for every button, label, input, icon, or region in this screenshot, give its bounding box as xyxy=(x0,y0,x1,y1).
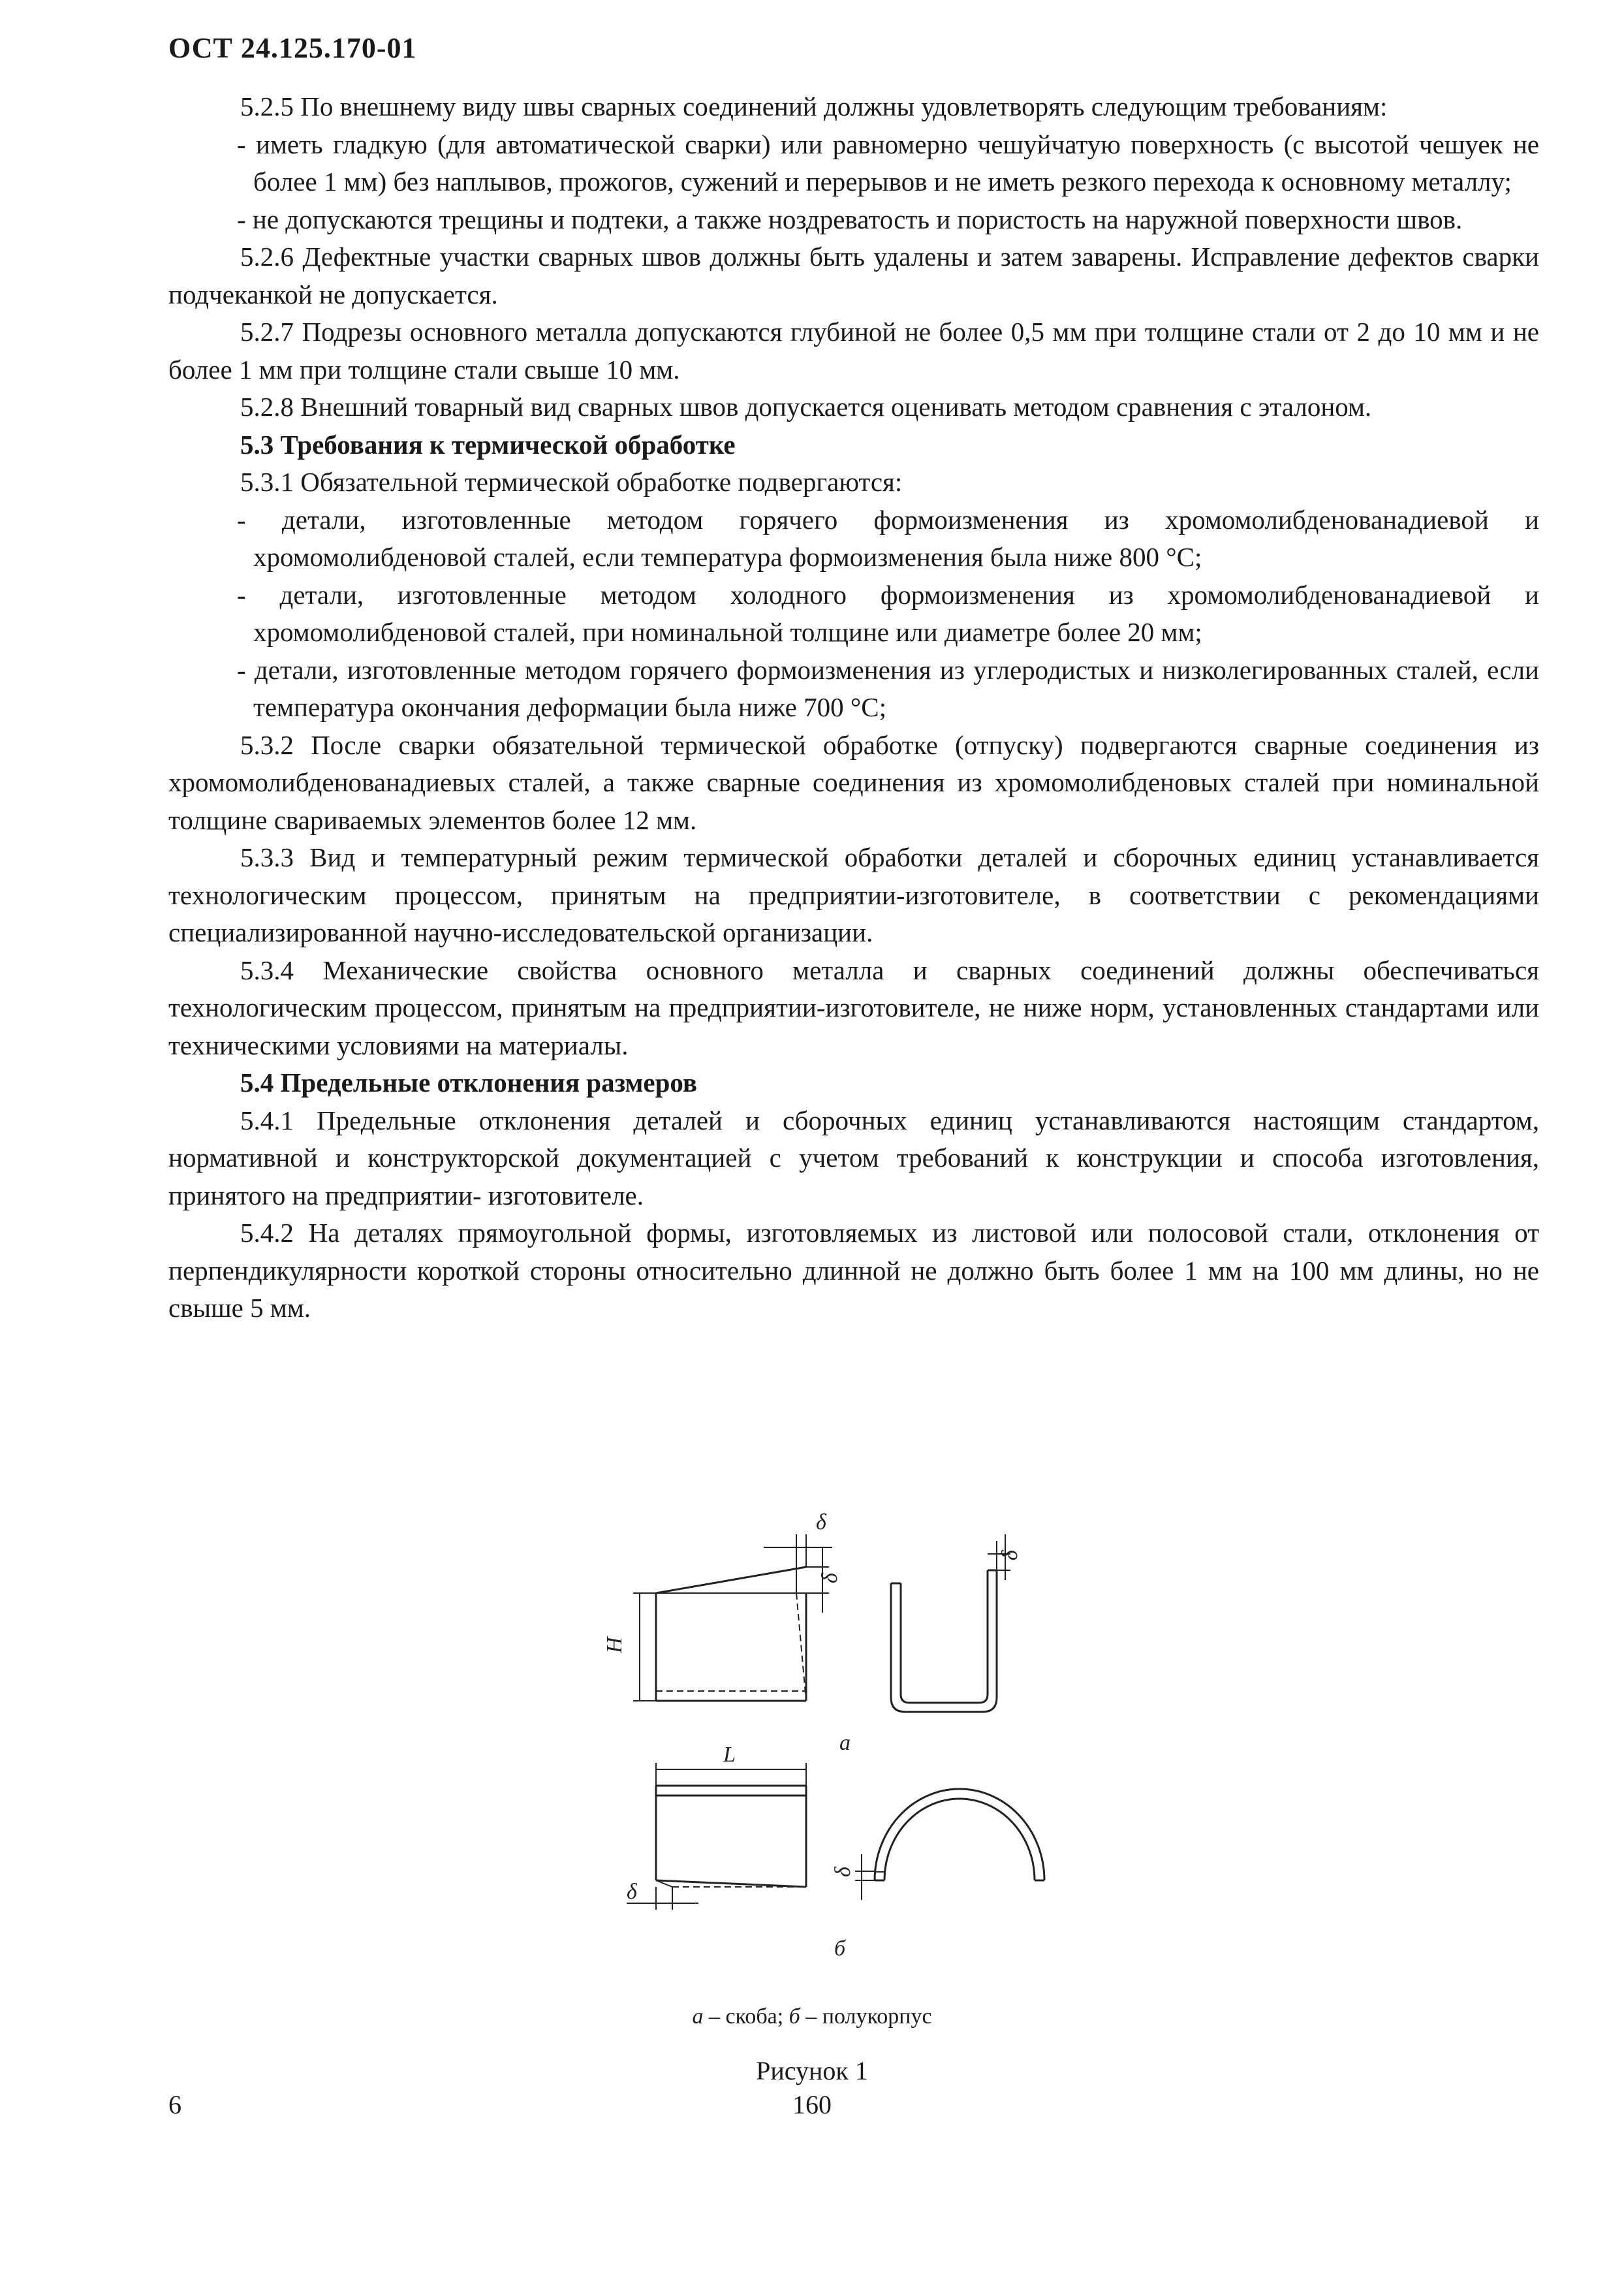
caption-b-letter: б xyxy=(789,2004,800,2029)
label-delta: δ xyxy=(816,1510,826,1534)
page-number-left: 6 xyxy=(168,2090,181,2119)
caption-a-letter: а xyxy=(692,2004,704,2029)
label-delta: δ xyxy=(627,1880,637,1904)
label-a: а xyxy=(839,1731,851,1755)
bracket-side-view xyxy=(633,1534,832,1701)
paragraph: 5.3.3 Вид и температурный режим термической обработки деталей и сборочных единиц устанавливается технологическим процессом, принятым на предприятии-изготовителе, в соответствии с рекомендациями специализированной научно-исследовательской организации. xyxy=(168,842,1539,947)
list-item: - иметь гладкую (для автоматической сварки) или равномерно чешуйчатую поверхность (с высотой чешуек не более 1 мм) без наплывов, прожогов, сужений и перерывов и не иметь резкого перехода к основному металлу; xyxy=(237,129,1539,197)
page-number-center: 160 xyxy=(792,2090,832,2119)
label-delta: δ xyxy=(831,1867,855,1877)
figure-drawing xyxy=(602,1502,1064,1985)
paragraph: 5.3.2 После сварки обязательной термической обработке (отпуску) подвергаются сварные соединения из хромомолибденованадиевых сталей, а также сварные соединения из хромомолибденовых сталей при номинальной толщине свариваемых элементов более 12 мм. xyxy=(168,729,1539,835)
figure-title: Рисунок 1 xyxy=(756,2056,868,2085)
bracket-u-view xyxy=(891,1534,1010,1712)
label-H: H xyxy=(602,1637,627,1653)
half-shell-arc-view xyxy=(855,1789,1044,1900)
section-heading: 5.4 Предельные отклонения размеров xyxy=(240,1067,698,1098)
caption-b-text: – полукорпус xyxy=(800,2004,932,2029)
paragraph: 5.4.1 Предельные отклонения деталей и сборочных единиц устанавливаются настоящим стандартом, нормативной и конструкторской документацией с учетом требований к конструкции и способа изготовления, принятого на предприятии- изготовителе. xyxy=(168,1105,1539,1210)
paragraph: 5.4.2 На деталях прямоугольной формы, изготовляемых из листовой или полосовой стали, отклонения от перпендикулярности короткой стороны относительно длинной не должно быть более 1 мм на 100 мм длины, но не свыше 5 мм. xyxy=(168,1218,1539,1323)
document-body xyxy=(168,88,1539,1327)
paragraph: 5.3.4 Механические свойства основного металла и сварных соединений должны обеспечиваться технологическим процессом, принятым на предприятии-изготовителе, не ниже норм, установленных стандартами или техническими условиями на материалы. xyxy=(168,955,1539,1060)
document-header: ОСТ 24.125.170-01 xyxy=(168,32,417,64)
paragraph: 5.3.1 Обязательной термической обработке подвергаются: xyxy=(240,467,903,497)
caption-a-text: – скоба; xyxy=(703,2004,789,2029)
label-delta: δ xyxy=(818,1573,842,1583)
label-b: б xyxy=(834,1937,846,1961)
list-item: - не допускаются трещины и подтеки, а также ноздреватость и пористость на наружной поверхности швов. xyxy=(237,204,1463,234)
paragraph: 5.2.6 Дефектные участки сварных швов должны быть удалены и затем заварены. Исправление дефектов сварки подчеканкой не допускается. xyxy=(168,242,1539,309)
list-item: - детали, изготовленные методом холодного формоизменения из хромомолибденованадиевой и хромомолибденовой сталей, при номинальной толщине или диаметре более 20 мм; xyxy=(237,579,1539,647)
figure-caption xyxy=(0,2004,1624,2029)
list-item: - детали, изготовленные методом горячего формоизменения из углеродистых и низколегированных сталей, если температура окончания деформации была ниже 700 °С; xyxy=(237,654,1539,722)
list-item: - детали, изготовленные методом горячего формоизменения из хромомолибденованадиевой и хромомолибденовой сталей, если температура формоизменения была ниже 800 °С; xyxy=(237,504,1539,572)
label-delta: δ xyxy=(998,1550,1022,1560)
section-heading: 5.3 Требования к термической обработке xyxy=(240,429,736,460)
label-L: L xyxy=(723,1743,736,1767)
paragraph: 5.2.8 Внешний товарный вид сварных швов допускается оценивать методом сравнения с эталоном. xyxy=(240,392,1372,422)
paragraph: 5.2.7 Подрезы основного металла допускаются глубиной не более 0,5 мм при толщине стали от 2 до 10 мм и не более 1 мм при толщине стали свыше 10 мм. xyxy=(168,317,1539,385)
paragraph: 5.2.5 По внешнему виду швы сварных соединений должны удовлетворять следующим требованиям: xyxy=(240,91,1388,121)
half-shell-plate-view xyxy=(627,1763,806,1910)
